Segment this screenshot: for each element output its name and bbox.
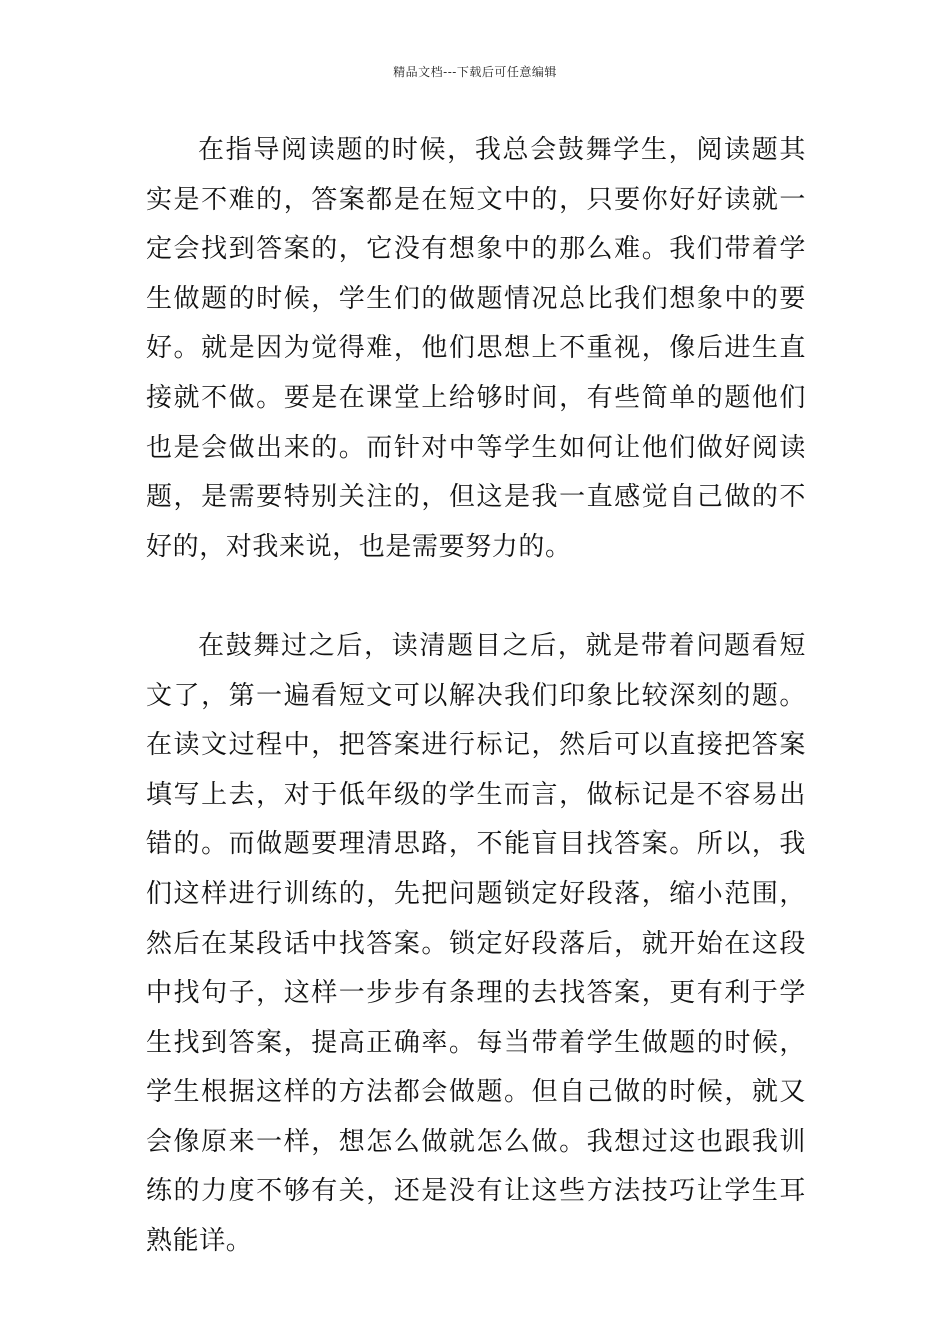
paragraph-2: 在鼓舞过之后，读清题目之后，就是带着问题看短文了，第一遍看短文可以解决我们印象比较深刻的题。在读文过程中，把答案进行标记，然后可以直接把答案填写上去，对于低年级的学生而言，做标记是不容易出错的。而做题要理清思路，不能盲目找答案。所以，我们这样进行训练的，先把问题锁定好段落，缩小范围，然后在某段话中找答案。锁定好段落后，就开始在这段中找句子，这样一步步有条理的去找答案，更有利于学生找到答案，提高正确率。每当带着学生做题的时候，学生根据这样的方法都会做题。但自己做的时候，就又会像原来一样，想怎么做就怎么做。我想过这也跟我训练的力度不够有关，还是没有让这些方法技巧让学生耳熟能详。 bbox=[146, 630, 806, 1257]
document-body bbox=[146, 126, 806, 1267]
page-header: 精品文档---下载后可任意编辑 bbox=[393, 65, 557, 79]
paragraph-1: 在指导阅读题的时候，我总会鼓舞学生，阅读题其实是不难的，答案都是在短文中的，只要你好好读就一定会找到答案的，它没有想象中的那么难。我们带着学生做题的时候，学生们的做题情况总比我们想象中的要好。就是因为觉得难，他们思想上不重视，像后进生直接就不做。要是在课堂上给够时间，有些简单的题他们也是会做出来的。而针对中等学生如何让他们做好阅读题，是需要特别关注的，但这是我一直感觉自己做的不好的，对我来说，也是需要努力的。 bbox=[146, 135, 806, 562]
